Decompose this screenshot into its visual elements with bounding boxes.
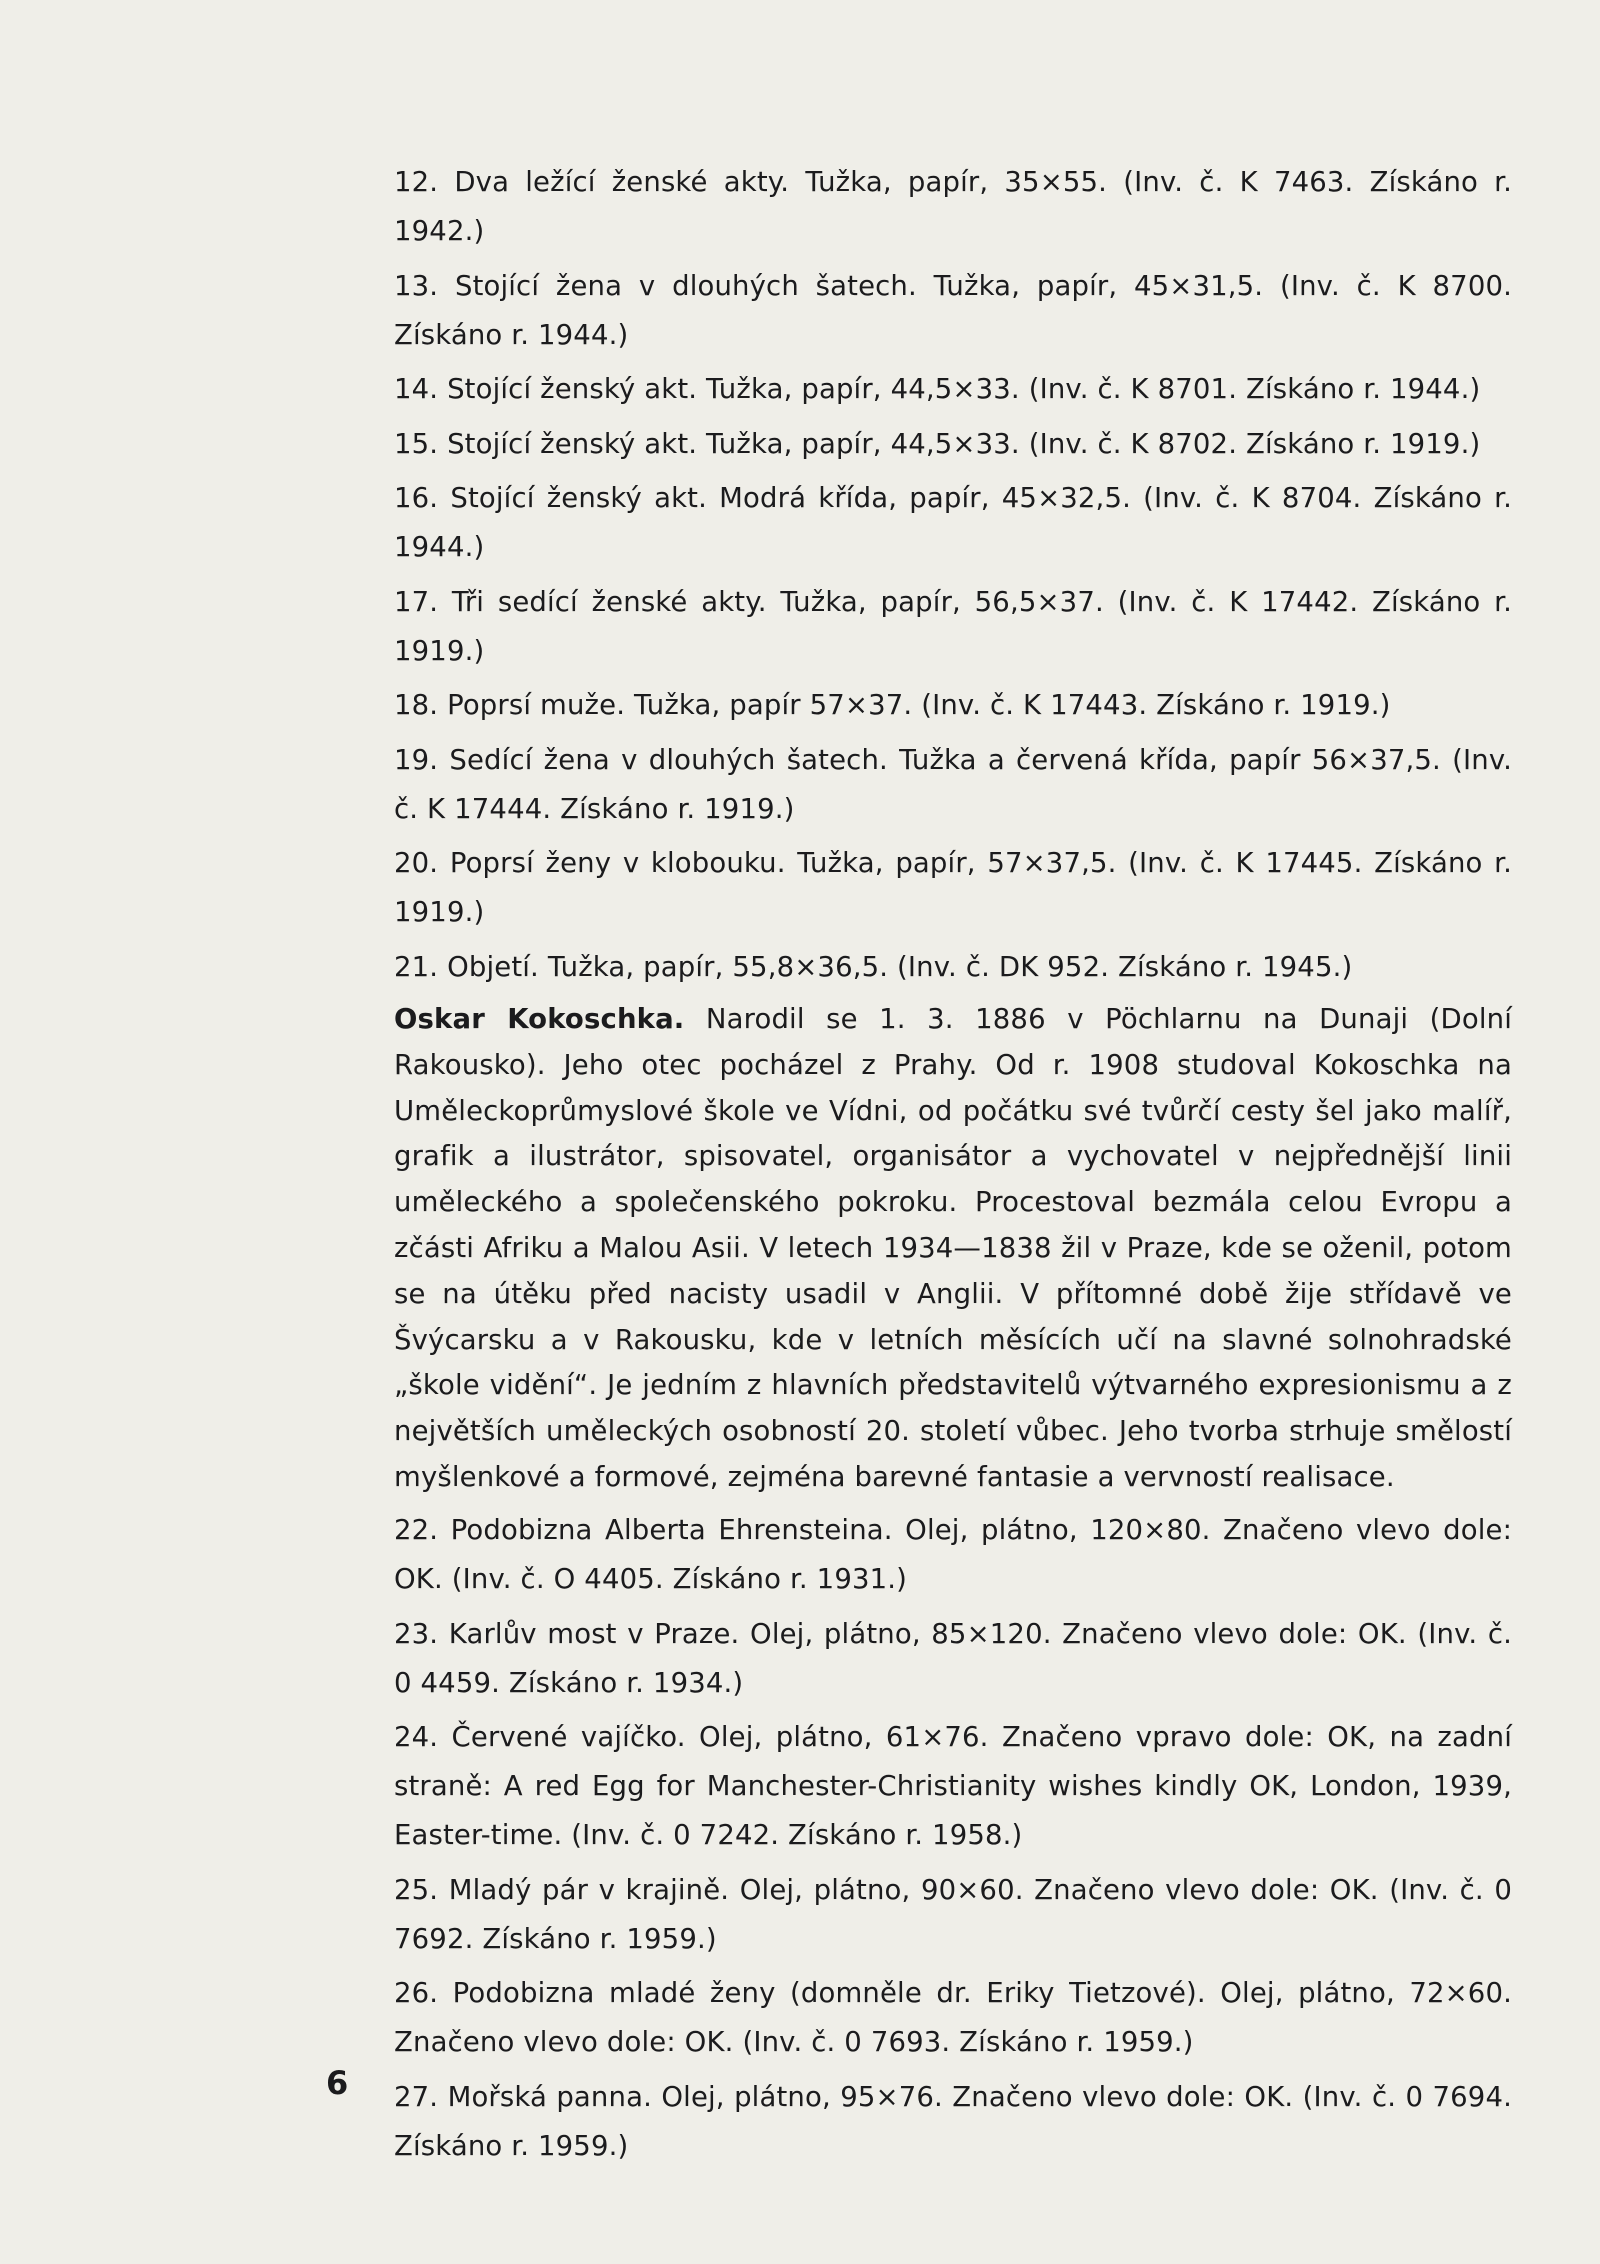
catalog-entry-24: 24. Červené vajíčko. Olej, plátno, 61×76. Značeno vpravo dole: OK, na zadní straně: A red Egg for Manchester-Christianity wishes kindly OK, London, 1939, Easter-time. (Inv. č. 0 7242. Získáno r. 1958.): [394, 1721, 1512, 1852]
page-number: 6: [326, 2064, 349, 2102]
artist-name: Oskar Kokoschka.: [394, 1003, 685, 1035]
biography-text: Narodil se 1. 3. 1886 v Pöchlarnu na Dunaji (Dolní Rakousko). Jeho otec pocházel z Prahy. Od r. 1908 studoval Kokoschka na Uměleckoprůmyslové škole ve Vídni, od počátku své tvůrčí cesty šel jako malíř, grafik a ilustrátor, spisovatel, organisátor a vychovatel v nejpřednější linii uměleckého a společenského pokroku. Procestoval bezmála celou Evropu a zčásti Afriku a Malou Asii. V letech 1934—1838 žil v Praze, kde se oženil, potom se na útěku před nacisty usadil v Anglii. V přítomné době žije střídavě ve Švýcarsku a v Rakousku, kde v letních měsících učí na slavné solnohradské „škole vidění“. Je jedním z hlavních představitelů výtvarného expresionismu a z největších uměleckých osobností 20. století vůbec. Jeho tvorba strhuje smělostí myšlenkové a formové, zejména barevné fantasie a vervností realisace.: [394, 1003, 1512, 1493]
catalog-entry-12: 12. Dva ležící ženské akty. Tužka, papír, 35×55. (Inv. č. K 7463. Získáno r. 1942.): [394, 166, 1512, 247]
catalog-entry-17: 17. Tři sedící ženské akty. Tužka, papír, 56,5×37. (Inv. č. K 17442. Získáno r. 1919.): [394, 585, 1512, 667]
catalog-entry-27: 27. Mořská panna. Olej, plátno, 95×76. Značeno vlevo dole: OK. (Inv. č. 0 7694. Získáno r. 1959.): [394, 2080, 1512, 2162]
catalog-entry-26: 26. Podobizna mladé ženy (domněle dr. Eriky Tietzové). Olej, plátno, 72×60. Značeno vlevo dole: OK. (Inv. č. 0 7693. Získáno r. 1959.): [394, 1977, 1512, 2059]
catalog-entry-19: 19. Sedící žena v dlouhých šatech. Tužka a červená křída, papír 56×37,5. (Inv. č. K 17444. Získáno r. 1919.): [394, 743, 1512, 825]
catalog-entry-21: 21. Objetí. Tužka, papír, 55,8×36,5. (Inv. č. DK 952. Získáno r. 1945.): [394, 950, 1353, 983]
text-column: [394, 158, 1512, 2176]
catalog-entry-18: 18. Poprsí muže. Tužka, papír 57×37. (Inv. č. K 17443. Získáno r. 1919.): [394, 689, 1391, 721]
catalog-entry-15: 15. Stojící ženský akt. Tužka, papír, 44,5×33. (Inv. č. K 8702. Získáno r. 1919.): [394, 427, 1481, 460]
catalog-entry-23: 23. Karlův most v Praze. Olej, plátno, 85×120. Značeno vlevo dole: OK. (Inv. č. 0 4459. Získáno r. 1934.): [394, 1617, 1512, 1699]
artist-biography: [394, 997, 1512, 1501]
catalog-entry-25: 25. Mladý pár v krajině. Olej, plátno, 90×60. Značeno vlevo dole: OK. (Inv. č. 0 7692. Získáno r. 1959.): [394, 1873, 1512, 1955]
catalog-entry-14: 14. Stojící ženský akt. Tužka, papír, 44,5×33. (Inv. č. K 8701. Získáno r. 1944.): [394, 373, 1481, 405]
catalog-entry-22: 22. Podobizna Alberta Ehrensteina. Olej, plátno, 120×80. Značeno vlevo dole: OK. (Inv. č. O 4405. Získáno r. 1931.): [394, 1514, 1512, 1596]
catalog-entry-16: 16. Stojící ženský akt. Modrá křída, papír, 45×32,5. (Inv. č. K 8704. Získáno r. 1944.): [394, 482, 1512, 563]
catalog-entry-20: 20. Poprsí ženy v klobouku. Tužka, papír, 57×37,5. (Inv. č. K 17445. Získáno r. 1919.): [394, 847, 1512, 928]
catalog-entry-13: 13. Stojící žena v dlouhých šatech. Tužka, papír, 45×31,5. (Inv. č. K 8700. Získáno r. 1944.): [394, 269, 1512, 351]
